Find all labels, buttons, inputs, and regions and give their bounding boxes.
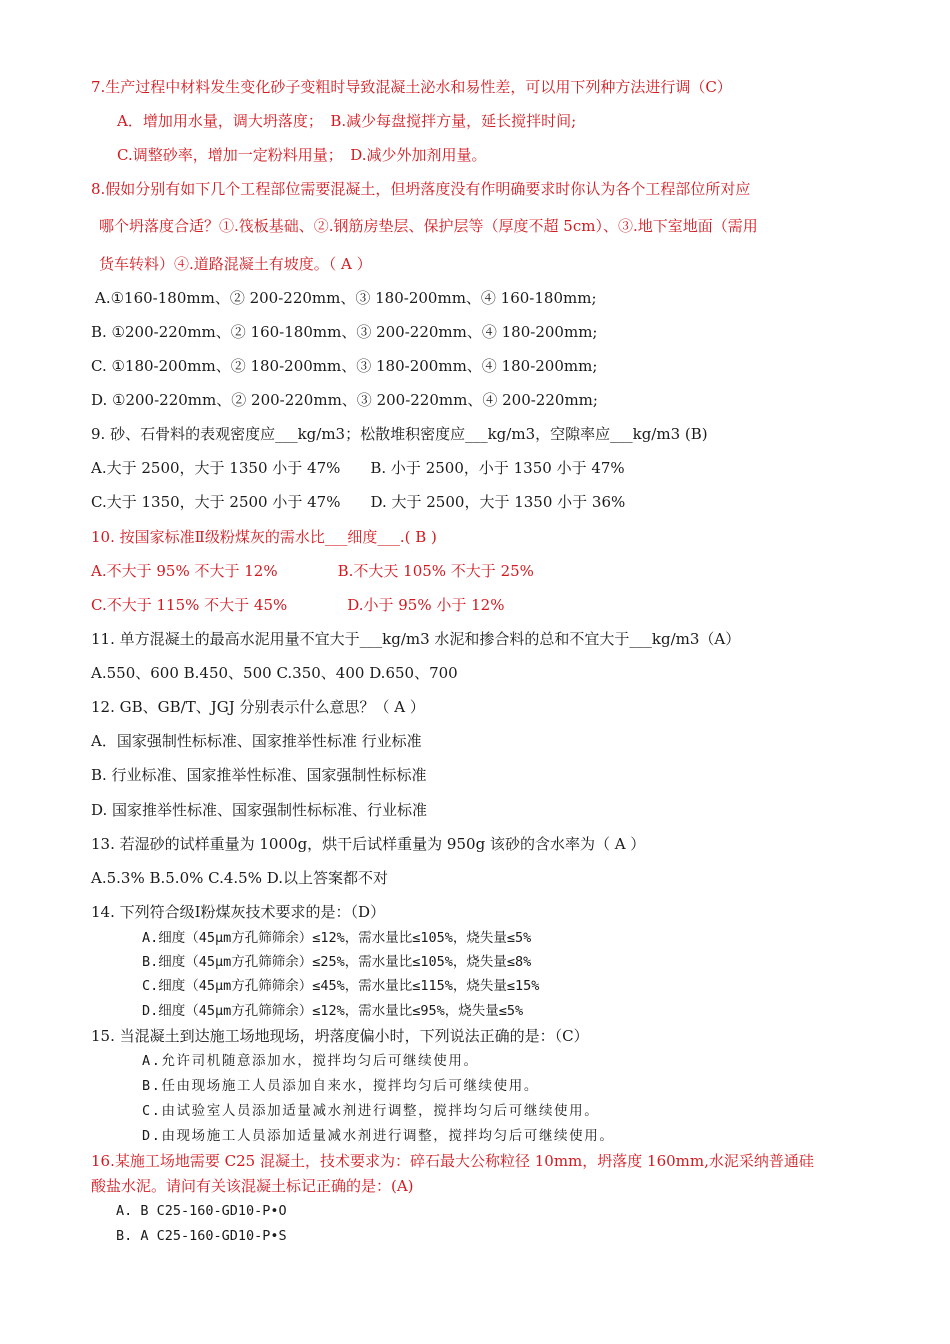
q11-stem: 11. 单方混凝土的最高水泥用量不宜大于___kg/m3 水泥和掺合料的总和不宜大于___kg/m3（A） — [91, 630, 741, 648]
q15-stem: 15. 当混凝土到达施工场地现场，坍落度偏小时，下列说法正确的是：（C） — [91, 1027, 589, 1045]
q8-option-c: C. ①180-200mm、② 180-200mm、③ 180-200mm、④ 180-200mm; — [91, 357, 598, 375]
q13-stem: 13. 若湿砂的试样重量为 1000g，烘干后试样重量为 950g 该砂的含水率为（ A ） — [91, 835, 646, 853]
q12-option-d: D. 国家推举性标准、国家强制性标标准、行业标准 — [91, 801, 428, 819]
q8-stem-line1: 8.假如分别有如下几个工程部位需要混凝土，但坍落度没有作明确要求时你认为各个工程部位所对应 — [91, 180, 751, 198]
q8-stem-line2: 哪个坍落度合适？①.筏板基础、②.钢筋房垫层、保护层等（厚度不超 5cm）、③.地下室地面（需用 — [99, 217, 758, 235]
q14-option-a: A.细度（45μm方孔筛筛余）≤12%，需水量比≤105%，烧失量≤5% — [142, 930, 532, 946]
q14-option-d: D.细度（45μm方孔筛筛余）≤12%，需水量比≤95%，烧失量≤5% — [142, 1003, 524, 1019]
q14-option-c: C.细度（45μm方孔筛筛余）≤45%，需水量比≤115%，烧失量≤15% — [142, 978, 540, 994]
q14-option-b: B.细度（45μm方孔筛筛余）≤25%，需水量比≤105%，烧失量≤8% — [142, 954, 532, 970]
q10-options-cd: C.不大于 115% 不大于 45% D.小于 95% 小于 12% — [91, 596, 505, 614]
q14-stem: 14. 下列符合级Ⅰ粉煤灰技术要求的是：（D） — [91, 903, 386, 921]
q15-option-a: A.允许司机随意添加水，搅拌均匀后可继续使用。 — [142, 1053, 479, 1069]
q8-option-d: D. ①200-220mm、② 200-220mm、③ 200-220mm、④ 200-220mm; — [91, 391, 598, 409]
q15-option-c: C.由试验室人员添加适量减水剂进行调整，搅拌均匀后可继续使用。 — [142, 1103, 600, 1119]
q16-option-b: B. A C25-160-GD10-P•S — [116, 1228, 287, 1244]
q7-options-cd: C.调整砂率，增加一定粉料用量； D.减少外加剂用量。 — [117, 146, 487, 164]
q10-options-ab: A.不大于 95% 不大于 12% B.不大天 105% 不大于 25% — [91, 562, 534, 580]
q9-options-cd: C.大于 1350，大于 2500 小于 47% D. 大于 2500，大于 1350 小于 36% — [91, 493, 626, 511]
q9-options-ab: A.大于 2500，大于 1350 小于 47% B. 小于 2500，小于 1350 小于 47% — [91, 459, 625, 477]
q8-option-b: B. ①200-220mm、② 160-180mm、③ 200-220mm、④ 180-200mm; — [91, 323, 598, 341]
q8-stem-line3: 货车转料）④.道路混凝土有坡度。（ A ） — [99, 255, 372, 273]
q8-option-a: A.①160-180mm、② 200-220mm、③ 180-200mm、④ 160-180mm; — [95, 289, 597, 307]
q16-option-a: A. B C25-160-GD10-P•O — [116, 1203, 287, 1219]
q9-stem: 9. 砂、石骨料的表观密度应___kg/m3；松散堆积密度应___kg/m3，空隙率应___kg/m3 (B) — [91, 425, 708, 443]
q11-options: A.550、600 B.450、500 C.350、400 D.650、700 — [91, 664, 458, 682]
q12-stem: 12. GB、GB/T、JGJ 分别表示什么意思？（ A ） — [91, 698, 425, 716]
q10-stem-text: 10. 按国家标准Ⅱ级粉煤灰的需水比___细度___.( B ) — [91, 528, 437, 546]
q15-option-d: D.由现场施工人员添加适量减水剂进行调整，搅拌均匀后可继续使用。 — [142, 1128, 615, 1144]
q12-option-b: B. 行业标准、国家推举性标准、国家强制性标标准 — [91, 766, 427, 784]
q13-options: A.5.3% B.5.0% C.4.5% D.以上答案都不对 — [91, 869, 388, 887]
q16-stem-line1: 16.某施工场地需要 C25 混凝土，技术要求为：碎石最大公称粒径 10mm，坍落度 160mm,水泥采纳普通硅 — [91, 1152, 814, 1170]
q7-options-ab: A．增加用水量，调大坍落度； B.减少每盘搅拌方量，延长搅拌时间; — [117, 112, 577, 130]
q16-stem-line2: 酸盐水泥。请问有关该混凝土标记正确的是：(A) — [91, 1177, 414, 1195]
q15-option-b: B.任由现场施工人员添加自来水，搅拌均匀后可继续使用。 — [142, 1078, 539, 1094]
q12-option-a: A．国家强制性标标准、国家推举性标准 行业标准 — [91, 732, 422, 750]
q10-stem — [91, 527, 437, 547]
q7-stem: 7.生产过程中材料发生变化砂子变粗时导致混凝土泌水和易性差，可以用下列种方法进行调（C） — [91, 78, 732, 96]
